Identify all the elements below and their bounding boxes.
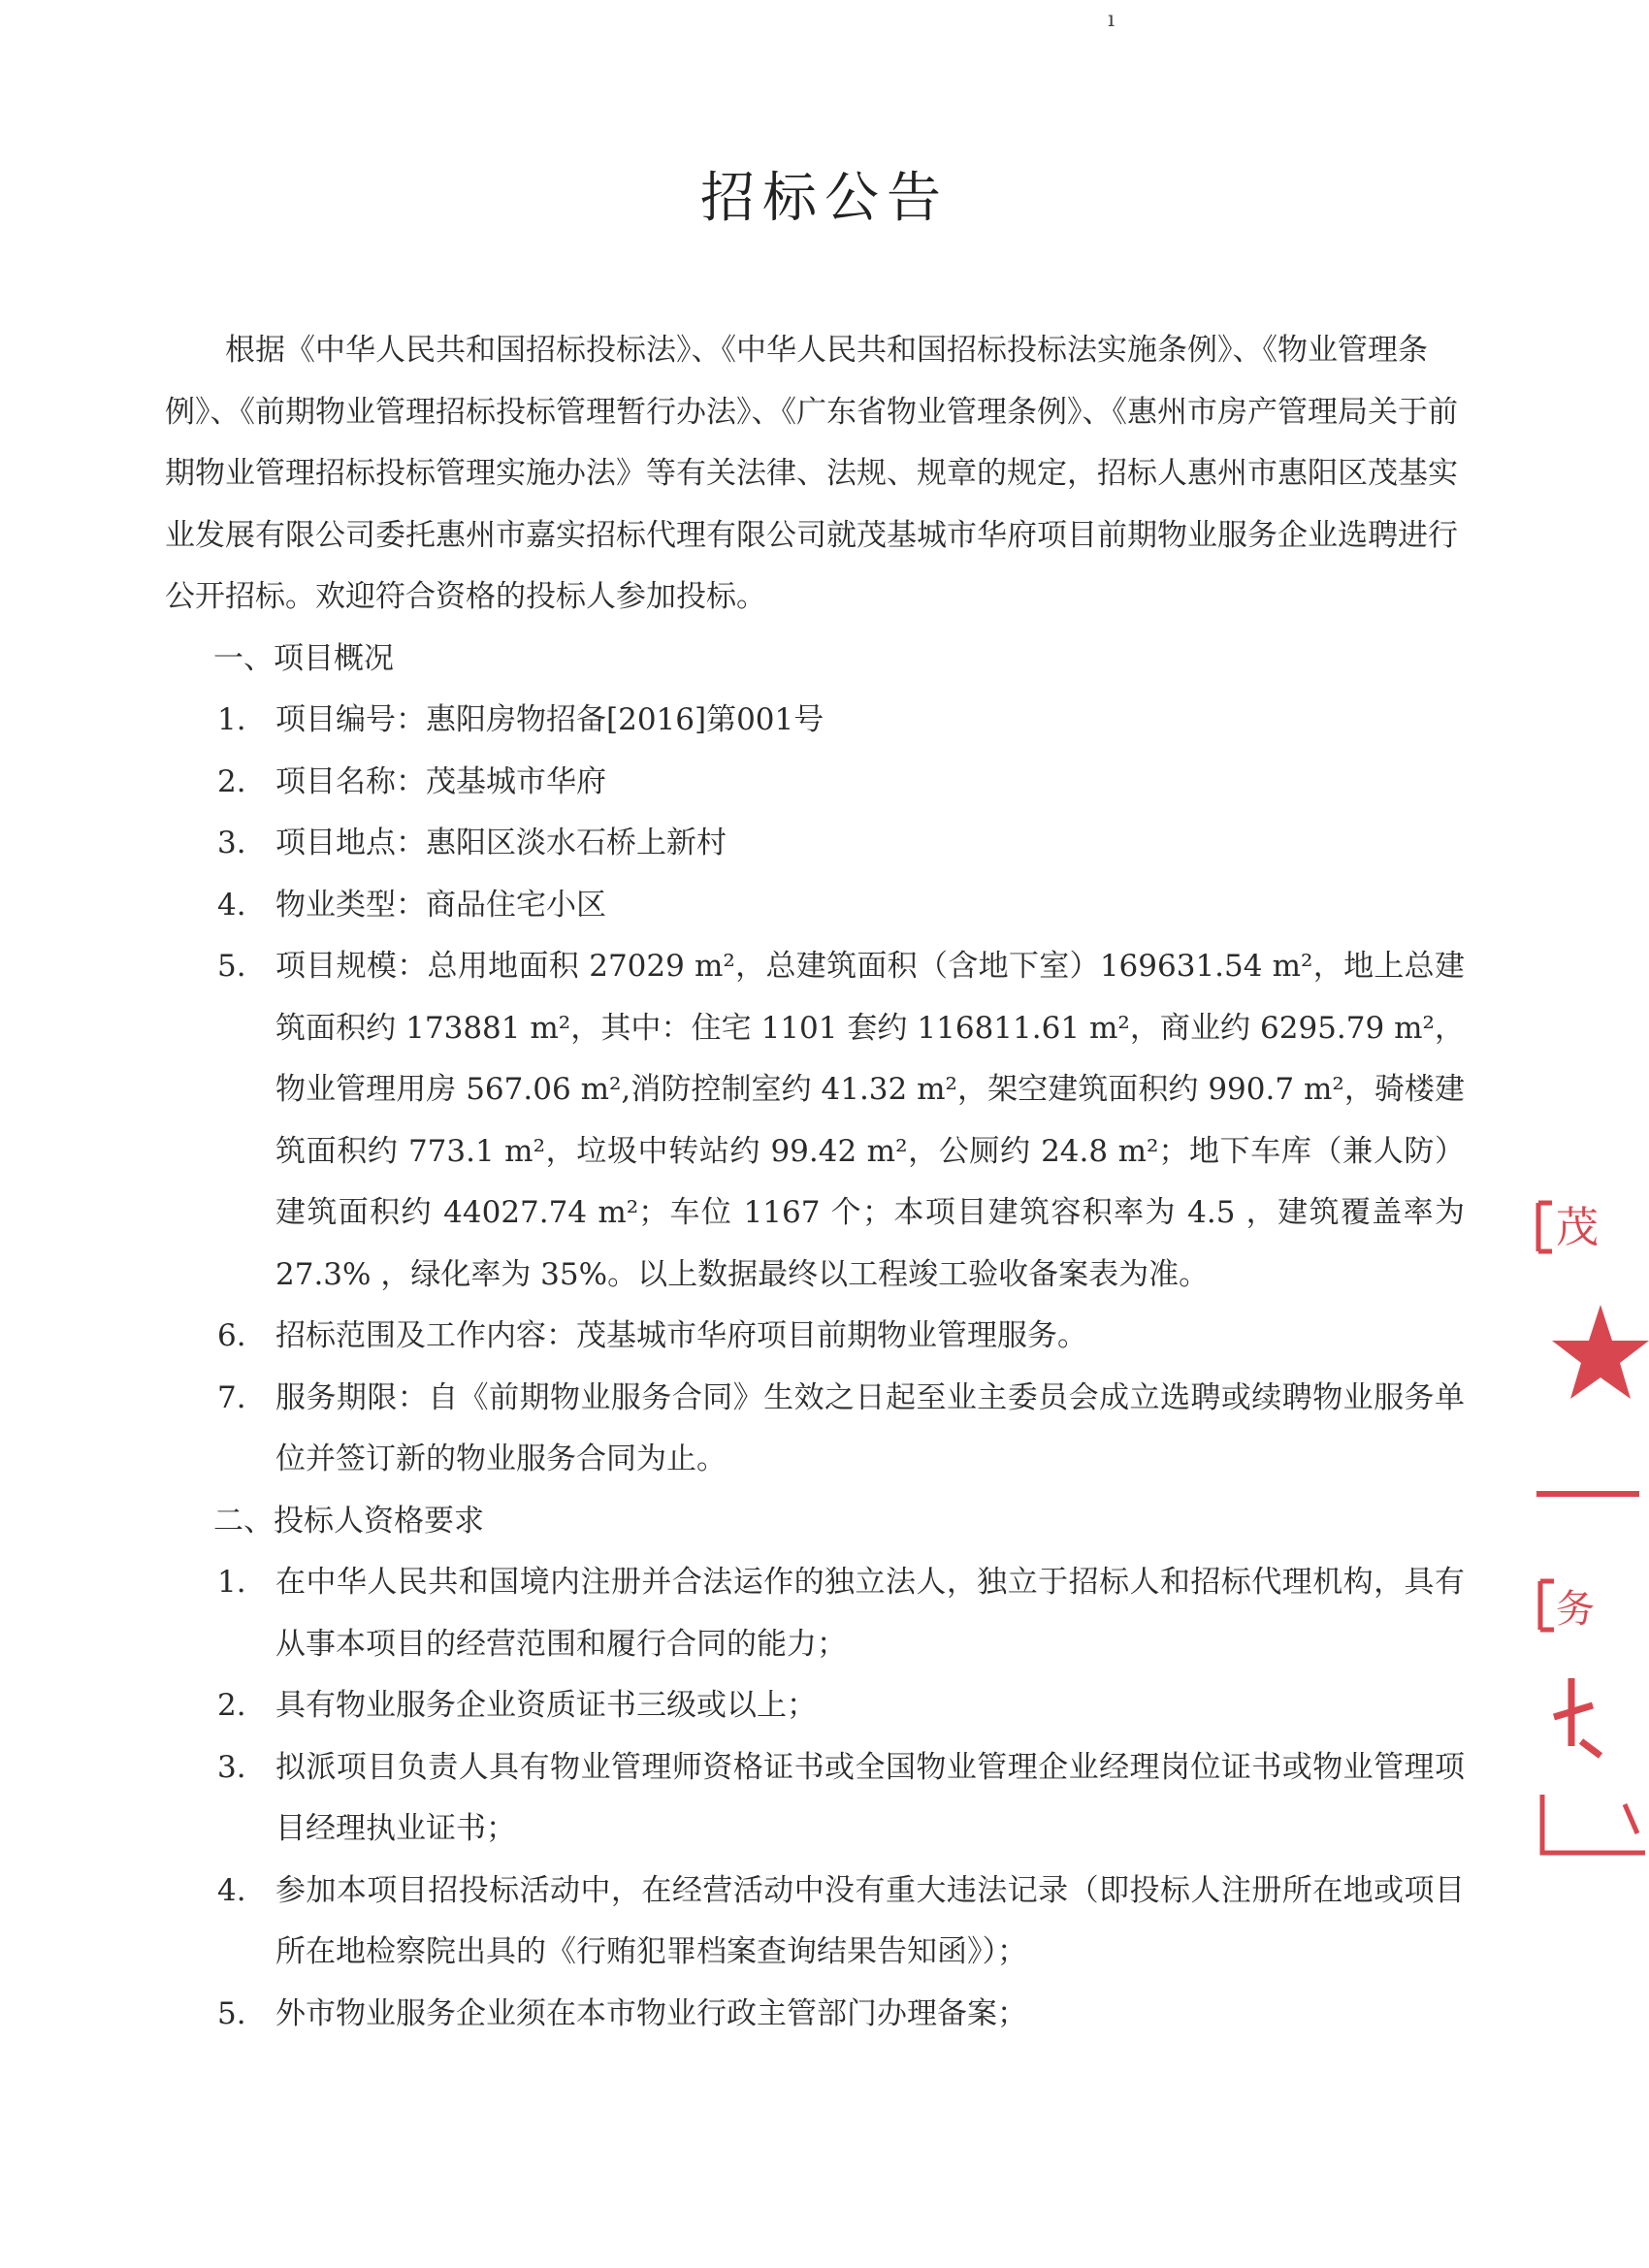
list-item xyxy=(165,1861,1465,1984)
section-heading-overview: 一、项目概况 xyxy=(213,640,394,676)
list-item-text: 具有物业服务企业资质证书三级或以上； xyxy=(275,1688,817,1723)
list-item-number: 1. xyxy=(217,702,246,737)
list-item xyxy=(165,1675,1465,1737)
list-item-text: 项目编号：惠阳房物招备[2016]第001号 xyxy=(275,702,824,737)
list-item-number: 2. xyxy=(217,763,246,799)
list-item xyxy=(165,1552,1465,1675)
stamp-edge xyxy=(1542,1795,1645,1853)
list-item xyxy=(165,813,1465,875)
list-item-text: 项目规模：总用地面积 27029 m²，总建筑面积（含地下室）169631.54 m²，地上总建筑面积约 173881 m²，其中：住宅 1101 套约 116811.61 m²，商业约 6295.79 m²，物业管理用房 567.06 m²,消防控制室约 41.32 m²，架空建筑面积约 990.7 m²，骑楼建筑面积约 773.1 m²，垃圾中转站约 99.42 m²，公厕约 24.8 m²；地下车库（兼人防）建筑面积约 44027.74 m²；车位 1167 个；本项目建筑容积率为 4.5 ，建筑覆盖率为 27.3% ，绿化率为 35%。以上数据最终以工程竣工验收备案表为准。 xyxy=(275,949,1465,1292)
list-item-text: 外市物业服务企业须在本市物业行政主管部门办理备案； xyxy=(275,1995,1027,2031)
scan-mark: ı xyxy=(1108,8,1116,32)
list-item xyxy=(165,875,1465,937)
list-item-text: 项目名称：茂基城市华府 xyxy=(275,763,606,799)
list-item xyxy=(165,936,1465,1306)
stamp-star xyxy=(1552,1305,1649,1399)
list-item-text: 服务期限：自《前期物业服务合同》生效之日起至业主委员会成立选聘或续聘物业服务单位并签订新的物业服务合同为止。 xyxy=(275,1379,1465,1476)
list-item xyxy=(165,690,1465,752)
stamp-char: 茂 xyxy=(1556,1203,1599,1252)
qualification-list xyxy=(165,1552,1465,2045)
list-item-text: 在中华人民共和国境内注册并合法运作的独立法人，独立于招标人和招标代理机构，具有从事本项目的经营范围和履行合同的能力； xyxy=(275,1565,1465,1662)
stamp-char: 务 xyxy=(1556,1587,1595,1632)
intro-paragraph: 根据《中华人民共和国招标投标法》、《中华人民共和国招标投标法实施条例》、《物业管理条例》、《前期物业管理招标投标管理暂行办法》、《广东省物业管理条例》、《惠州市房产管理局关于前期物业管理招标投标管理实施办法》等有关法律、法规、规章的规定，招标人惠州市惠阳区茂基实业发展有限公司委托惠州市嘉实招标代理有限公司就茂基城市华府项目前期物业服务企业选聘进行公开招标。欢迎符合资格的投标人参加投标。 xyxy=(165,333,1458,614)
list-item-number: 5. xyxy=(217,1995,246,2031)
list-item-text: 项目地点：惠阳区淡水石桥上新村 xyxy=(275,826,727,860)
overview-list xyxy=(165,690,1465,1491)
list-item-number: 4. xyxy=(217,1872,246,1908)
list-item-text: 招标范围及工作内容：茂基城市华府项目前期物业管理服务。 xyxy=(275,1318,1087,1353)
document-body xyxy=(165,320,1465,2045)
stamp-bracket xyxy=(1538,1203,1552,1251)
list-item xyxy=(165,752,1465,814)
list-item-number: 7. xyxy=(217,1379,246,1415)
list-item-number: 2. xyxy=(217,1688,246,1723)
section-heading-qualifications: 二、投标人资格要求 xyxy=(213,1503,484,1539)
stamp-stroke xyxy=(1554,1678,1600,1756)
list-item xyxy=(165,1737,1465,1861)
list-item-number: 3. xyxy=(217,1749,246,1785)
list-item-text: 物业类型：商品住宅小区 xyxy=(275,887,606,923)
list-item-text: 参加本项目招投标活动中，在经营活动中没有重大违法记录（即投标人注册所在地或项目所在地检察院出具的《行贿犯罪档案查询结果告知函》）； xyxy=(275,1872,1465,1969)
list-item-number: 1. xyxy=(217,1565,246,1600)
page-title: 招标公告 xyxy=(700,167,949,230)
list-item-number: 6. xyxy=(217,1318,246,1353)
list-item-text: 拟派项目负责人具有物业管理师资格证书或全国物业管理企业经理岗位证书或物业管理项目经理执业证书； xyxy=(275,1749,1465,1846)
list-item-number: 5. xyxy=(217,949,246,984)
list-item xyxy=(165,1984,1465,2046)
stamp-bracket xyxy=(1540,1581,1554,1630)
red-seal-stamp xyxy=(1533,1174,1649,1911)
list-item xyxy=(165,1368,1465,1491)
list-item-number: 4. xyxy=(217,887,246,923)
list-item-number: 3. xyxy=(217,826,246,860)
list-item xyxy=(165,1306,1465,1368)
